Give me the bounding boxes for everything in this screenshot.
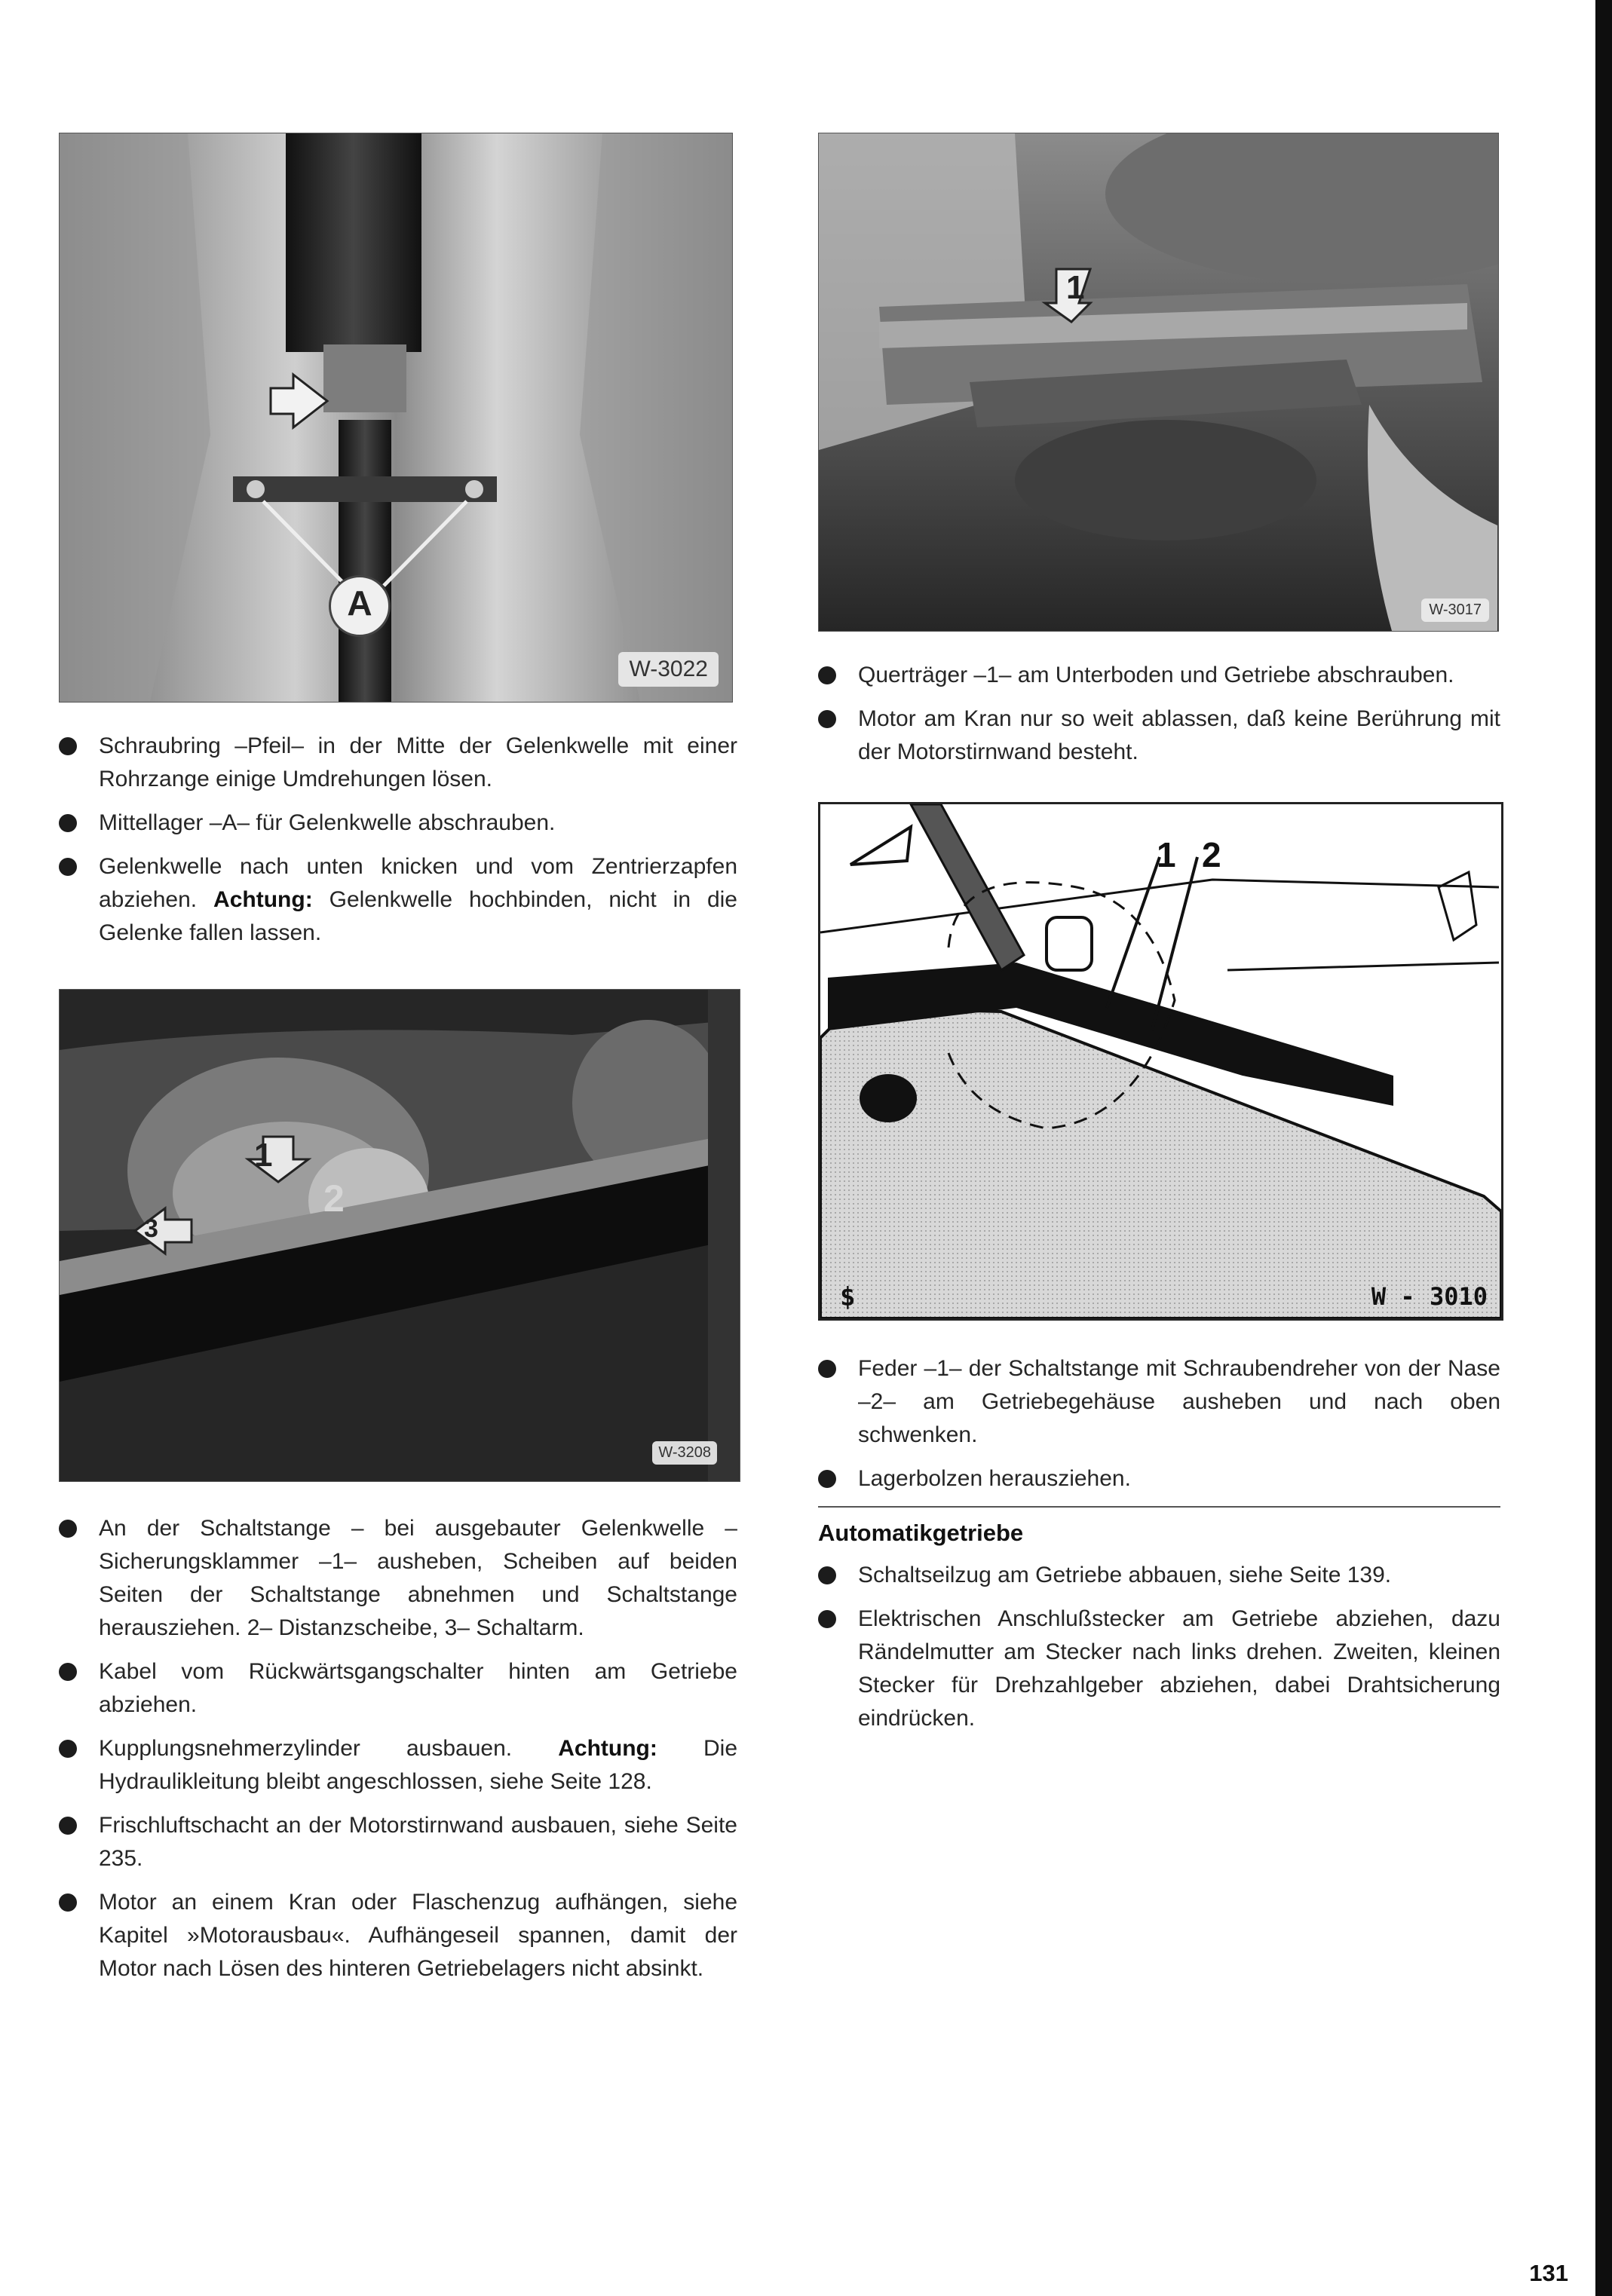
instruction-step xyxy=(59,1809,737,1875)
left-column xyxy=(59,133,737,1996)
step-text: Elektrischen Anschlußstecker am Getriebe abziehen, dazu Rändelmutter am Stecker nach links drehen. Zweiten, kleinen Stecker für Drehzahlgeber abziehen, dabei Drahtsicherung eindrücken. xyxy=(858,1606,1500,1731)
right-column xyxy=(818,133,1500,1746)
step-text: Die Hydraulikleitung bleibt angeschlossen, siehe Seite 128. xyxy=(99,1736,738,1794)
photo-w3208 xyxy=(59,989,740,1482)
corner-mark: $ xyxy=(840,1282,856,1312)
photo-w3017 xyxy=(818,133,1499,632)
bullet-icon xyxy=(59,1520,77,1538)
step-text: Motor an einem Kran oder Flaschenzug aufhängen, siehe Kapitel »Motorausbau«. Aufhängeseil spannen, damit der Motor nach Lösen des hinteren Getriebelagers nicht absinkt. xyxy=(99,1890,737,1981)
left-steps-bottom xyxy=(59,1512,737,1985)
figure-code-w3017: W-3017 xyxy=(1421,598,1489,622)
instruction-step xyxy=(59,730,737,796)
page-number: 131 xyxy=(1529,2260,1568,2286)
step-emphasis: Achtung: xyxy=(213,887,313,912)
step-text: Mittellager –A– für Gelenkwelle abschrauben. xyxy=(99,810,556,835)
right-steps-top xyxy=(818,659,1500,769)
step-emphasis: Achtung: xyxy=(558,1736,657,1761)
instruction-step xyxy=(59,1732,737,1799)
drawing-w3010 xyxy=(818,802,1503,1321)
right-steps-bottom xyxy=(818,1559,1500,1735)
step-text: Lagerbolzen herausziehen. xyxy=(858,1466,1131,1491)
instruction-step xyxy=(818,1462,1500,1495)
bullet-icon xyxy=(59,1893,77,1912)
step-text: Kabel vom Rückwärtsgangschalter hinten am Getriebe abziehen. xyxy=(99,1659,737,1717)
bullet-icon xyxy=(59,1817,77,1835)
callout-1-label: 1 xyxy=(254,1137,273,1174)
instruction-step xyxy=(59,1886,737,1985)
callout-3-label: 3 xyxy=(144,1214,158,1243)
bullet-icon xyxy=(59,814,77,832)
figure-code-w3022: W-3022 xyxy=(618,652,719,687)
step-text: Frischluftschacht an der Motorstirnwand ausbauen, siehe Seite 235. xyxy=(99,1813,737,1871)
figure-code-w3208: W-3208 xyxy=(652,1441,717,1465)
callout-2-label: 2 xyxy=(1202,835,1221,874)
left-steps-top xyxy=(59,730,737,950)
instruction-step xyxy=(59,1655,737,1722)
instruction-step xyxy=(818,659,1500,692)
step-text: Gelenkwelle nach unten knicken und vom Zentrierzapfen abziehen. xyxy=(99,854,737,912)
bullet-icon xyxy=(59,1663,77,1681)
callout-1-label: 1 xyxy=(1066,269,1085,306)
bullet-icon xyxy=(818,710,836,728)
section-divider xyxy=(818,1506,1500,1508)
drawing-w3010-graphic xyxy=(820,804,1501,1318)
step-text: Feder –1– der Schaltstange mit Schraubendreher von der Nase –2– am Getriebegehäuse ausheben und nach oben schwenken. xyxy=(858,1356,1500,1447)
section-heading: Automatikgetriebe xyxy=(818,1520,1024,1546)
bullet-icon xyxy=(818,1360,836,1378)
bullet-icon xyxy=(59,858,77,876)
step-text: Schraubring –Pfeil– in der Mitte der Gelenkwelle mit einer Rohrzange einige Umdrehungen lösen. xyxy=(99,733,737,791)
scan-page-edge xyxy=(1595,0,1612,2296)
callout-2-label: 2 xyxy=(323,1177,345,1220)
photo-w3022 xyxy=(59,133,733,703)
step-text: Schaltseilzug am Getriebe abbauen, siehe Seite 139. xyxy=(858,1563,1392,1587)
bullet-icon xyxy=(818,666,836,684)
photo-w3208-graphic xyxy=(60,990,740,1481)
bullet-icon xyxy=(818,1566,836,1584)
instruction-step xyxy=(59,850,737,950)
bullet-icon xyxy=(818,1470,836,1488)
instruction-step xyxy=(818,1352,1500,1452)
instruction-step xyxy=(59,1512,737,1645)
photo-w3017-graphic xyxy=(819,133,1498,631)
instruction-step xyxy=(818,1603,1500,1735)
bullet-icon xyxy=(59,737,77,755)
step-text: Querträger –1– am Unterboden und Getriebe abschrauben. xyxy=(858,663,1454,687)
step-text: Gelenkwelle hochbinden, nicht in die Gelenke fallen lassen. xyxy=(99,887,737,945)
step-text: Motor am Kran nur so weit ablassen, daß keine Berührung mit der Motorstirnwand besteht. xyxy=(858,706,1500,764)
instruction-step xyxy=(818,703,1500,769)
bullet-icon xyxy=(818,1610,836,1628)
instruction-step xyxy=(59,807,737,840)
figure-code-w3010: W - 3010 xyxy=(1371,1282,1488,1311)
photo-w3022-graphic xyxy=(60,133,732,702)
callout-1-label: 1 xyxy=(1157,835,1176,874)
bullet-icon xyxy=(59,1740,77,1758)
step-text: Kupplungsnehmerzylinder ausbauen. xyxy=(99,1736,559,1761)
callout-a-label: A xyxy=(347,583,372,623)
instruction-step xyxy=(818,1559,1500,1592)
step-text: An der Schaltstange – bei ausgebauter Gelenkwelle – Sicherungsklammer –1– ausheben, Scheiben auf beiden Seiten der Schaltstange abnehmen und Schaltstange herausziehen. 2– Distanzscheibe, 3– Schaltarm. xyxy=(99,1516,737,1640)
right-steps-middle xyxy=(818,1352,1500,1495)
